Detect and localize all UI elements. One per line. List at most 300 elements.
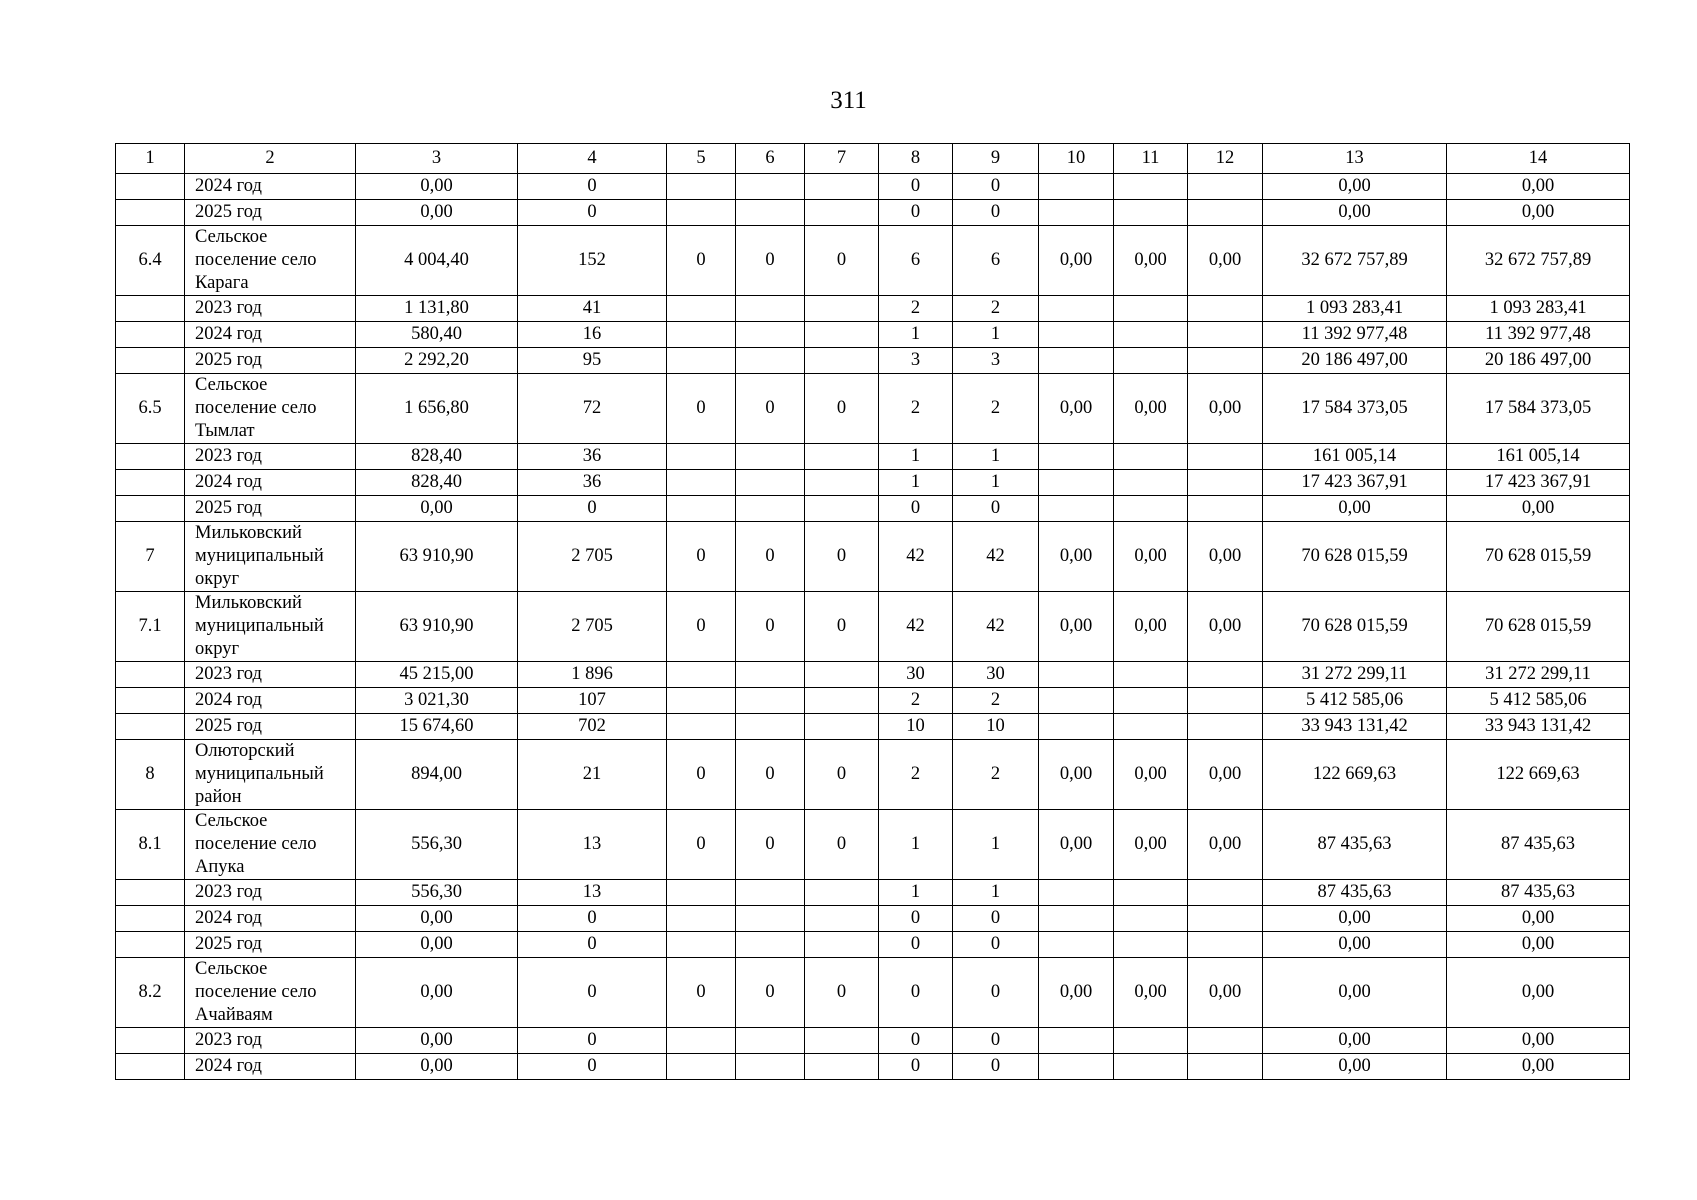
table-cell [1188, 444, 1263, 470]
table-cell: 0 [879, 496, 953, 522]
table-cell: 0 [736, 740, 805, 810]
table-cell [736, 880, 805, 906]
column-header-4: 4 [518, 144, 667, 174]
column-header-5: 5 [667, 144, 736, 174]
table-cell [667, 496, 736, 522]
table-cell [667, 200, 736, 226]
table-cell: 0 [518, 906, 667, 932]
table-cell: 0,00 [1188, 374, 1263, 444]
table-cell [736, 200, 805, 226]
table-row [116, 1028, 1630, 1054]
row-name-cell: Мильковский муниципальный округ [185, 522, 356, 592]
table-row [116, 592, 1630, 662]
table-cell [1114, 444, 1188, 470]
table-cell: 0 [805, 226, 879, 296]
table-cell [667, 174, 736, 200]
table-cell: 0,00 [1114, 374, 1188, 444]
row-name-cell: 2025 год [185, 714, 356, 740]
row-name-cell: 2024 год [185, 322, 356, 348]
table-cell [805, 1028, 879, 1054]
table-cell: 0,00 [1114, 522, 1188, 592]
table-cell [1039, 932, 1114, 958]
table-cell: 30 [879, 662, 953, 688]
table-cell: 1 131,80 [356, 296, 518, 322]
table-cell: 556,30 [356, 810, 518, 880]
table-cell: 0 [518, 496, 667, 522]
table-cell: 8.1 [116, 810, 185, 880]
table-cell: 4 004,40 [356, 226, 518, 296]
table-cell: 122 669,63 [1263, 740, 1447, 810]
table-cell [667, 1054, 736, 1080]
table-cell [736, 348, 805, 374]
table-cell: 13 [518, 880, 667, 906]
table-cell: 161 005,14 [1263, 444, 1447, 470]
table-cell: 0 [879, 932, 953, 958]
table-cell: 0,00 [1039, 810, 1114, 880]
table-cell: 0,00 [356, 932, 518, 958]
table-cell: 2 [953, 688, 1039, 714]
table-cell: 0,00 [1114, 226, 1188, 296]
table-row [116, 200, 1630, 226]
table-cell: 0,00 [1447, 174, 1630, 200]
table-cell [1188, 662, 1263, 688]
table-row [116, 522, 1630, 592]
table-cell: 11 392 977,48 [1447, 322, 1630, 348]
table-cell [116, 444, 185, 470]
table-cell [1188, 1054, 1263, 1080]
table-cell: 17 584 373,05 [1263, 374, 1447, 444]
table-cell: 0,00 [1114, 810, 1188, 880]
table-cell: 87 435,63 [1263, 880, 1447, 906]
table-cell [116, 200, 185, 226]
table-cell: 0,00 [1039, 740, 1114, 810]
table-cell [736, 174, 805, 200]
table-cell: 0,00 [1263, 1054, 1447, 1080]
table-cell: 0 [879, 958, 953, 1028]
table-cell: 0 [667, 226, 736, 296]
table-cell: 16 [518, 322, 667, 348]
table-cell: 0,00 [1263, 932, 1447, 958]
table-cell: 17 584 373,05 [1447, 374, 1630, 444]
table-cell [1039, 322, 1114, 348]
table-cell: 32 672 757,89 [1447, 226, 1630, 296]
row-name-cell: Олюторский муниципальный район [185, 740, 356, 810]
table-cell: 0 [953, 1054, 1039, 1080]
table-cell: 0 [667, 592, 736, 662]
column-header-14: 14 [1447, 144, 1630, 174]
table-cell: 0,00 [1263, 174, 1447, 200]
table-cell: 0 [518, 174, 667, 200]
table-cell [805, 880, 879, 906]
table-cell: 702 [518, 714, 667, 740]
table-cell [116, 932, 185, 958]
table-cell: 0 [518, 200, 667, 226]
table-cell: 42 [879, 592, 953, 662]
table-cell: 2 [879, 740, 953, 810]
row-name-cell: Мильковский муниципальный округ [185, 592, 356, 662]
table-cell: 11 392 977,48 [1263, 322, 1447, 348]
column-header-9: 9 [953, 144, 1039, 174]
table-cell: 0 [736, 226, 805, 296]
table-cell [116, 322, 185, 348]
row-name-cell: 2023 год [185, 880, 356, 906]
table-cell: 0,00 [1188, 958, 1263, 1028]
table-cell [1039, 444, 1114, 470]
table-cell: 87 435,63 [1263, 810, 1447, 880]
table-cell [1114, 880, 1188, 906]
table-cell: 0,00 [1447, 1028, 1630, 1054]
row-name-cell: 2024 год [185, 688, 356, 714]
table-cell [805, 662, 879, 688]
row-name-cell: Сельское поселение село Апука [185, 810, 356, 880]
table-row [116, 322, 1630, 348]
column-header-8: 8 [879, 144, 953, 174]
table-cell [1188, 1028, 1263, 1054]
table-cell [667, 296, 736, 322]
table-row [116, 348, 1630, 374]
table-cell: 0,00 [1263, 906, 1447, 932]
table-cell [1188, 348, 1263, 374]
table-cell [667, 662, 736, 688]
table-cell: 0 [667, 740, 736, 810]
table-cell [1114, 322, 1188, 348]
table-cell: 17 423 367,91 [1447, 470, 1630, 496]
table-cell: 0 [805, 810, 879, 880]
table-cell: 6 [879, 226, 953, 296]
table-cell: 0 [953, 200, 1039, 226]
table-cell: 0 [667, 958, 736, 1028]
table-cell [805, 200, 879, 226]
table-cell: 0,00 [1263, 200, 1447, 226]
table-cell [736, 906, 805, 932]
table-cell: 3 [879, 348, 953, 374]
table-cell: 5 412 585,06 [1447, 688, 1630, 714]
table-row [116, 740, 1630, 810]
header-row [116, 144, 1630, 174]
table-cell: 0 [953, 1028, 1039, 1054]
table-cell [667, 932, 736, 958]
table-cell: 0 [736, 374, 805, 444]
row-name-cell: 2023 год [185, 662, 356, 688]
table-row [116, 906, 1630, 932]
row-name-cell: Сельское поселение село Тымлат [185, 374, 356, 444]
table-cell: 1 [879, 880, 953, 906]
table-cell: 2 [879, 688, 953, 714]
table-cell: 20 186 497,00 [1263, 348, 1447, 374]
table-cell: 2 [953, 740, 1039, 810]
table-cell: 42 [953, 592, 1039, 662]
table-cell [116, 348, 185, 374]
table-cell [1114, 200, 1188, 226]
table-cell: 1 [879, 444, 953, 470]
table-cell: 107 [518, 688, 667, 714]
table-cell: 95 [518, 348, 667, 374]
table-cell [1039, 296, 1114, 322]
column-header-10: 10 [1039, 144, 1114, 174]
table-cell: 161 005,14 [1447, 444, 1630, 470]
table-cell: 0,00 [1447, 1054, 1630, 1080]
table-cell: 42 [953, 522, 1039, 592]
table-cell [667, 1028, 736, 1054]
table-cell: 0,00 [1188, 522, 1263, 592]
table-cell [805, 496, 879, 522]
table-cell: 0 [953, 906, 1039, 932]
table-cell [1039, 470, 1114, 496]
table-row [116, 174, 1630, 200]
table-cell: 2 705 [518, 522, 667, 592]
column-header-3: 3 [356, 144, 518, 174]
table-cell: 32 672 757,89 [1263, 226, 1447, 296]
table-cell [116, 470, 185, 496]
table-cell: 0,00 [356, 200, 518, 226]
table-cell: 70 628 015,59 [1447, 522, 1630, 592]
table-cell [1114, 906, 1188, 932]
table-row [116, 470, 1630, 496]
table-row [116, 374, 1630, 444]
table-cell [1188, 496, 1263, 522]
table-cell: 41 [518, 296, 667, 322]
table-row [116, 688, 1630, 714]
table-cell: 1 [879, 322, 953, 348]
table-cell [1188, 688, 1263, 714]
table-cell [736, 1054, 805, 1080]
table-cell [805, 714, 879, 740]
table-cell: 1 093 283,41 [1447, 296, 1630, 322]
table-row [116, 1054, 1630, 1080]
table-cell [736, 932, 805, 958]
table-cell [1114, 662, 1188, 688]
table-row [116, 880, 1630, 906]
page-number: 311 [830, 87, 867, 114]
table-cell: 556,30 [356, 880, 518, 906]
table-cell: 0,00 [356, 496, 518, 522]
table-cell [667, 470, 736, 496]
table-cell [805, 174, 879, 200]
table-cell: 1 656,80 [356, 374, 518, 444]
table-cell: 70 628 015,59 [1263, 592, 1447, 662]
table-cell: 0,00 [1263, 496, 1447, 522]
table-cell [1188, 932, 1263, 958]
table-cell: 0 [518, 932, 667, 958]
table-cell [667, 322, 736, 348]
table-cell: 122 669,63 [1447, 740, 1630, 810]
table-cell [1114, 296, 1188, 322]
table-cell: 0 [879, 1028, 953, 1054]
table-cell: 0,00 [1188, 226, 1263, 296]
table-cell [116, 1054, 185, 1080]
table-cell: 0 [667, 810, 736, 880]
table-cell: 580,40 [356, 322, 518, 348]
table-cell: 13 [518, 810, 667, 880]
table-cell [736, 662, 805, 688]
table-cell [1039, 880, 1114, 906]
table-cell: 0 [667, 374, 736, 444]
table-cell [1114, 688, 1188, 714]
table-cell: 33 943 131,42 [1447, 714, 1630, 740]
table-cell: 31 272 299,11 [1447, 662, 1630, 688]
table-row [116, 296, 1630, 322]
table-cell [1039, 662, 1114, 688]
table-cell: 0,00 [1447, 932, 1630, 958]
table-cell [1039, 1054, 1114, 1080]
table-cell: 2 [879, 374, 953, 444]
table-cell [667, 906, 736, 932]
table-cell [805, 444, 879, 470]
table-cell [667, 688, 736, 714]
table-cell: 20 186 497,00 [1447, 348, 1630, 374]
table-cell [1188, 714, 1263, 740]
table-cell: 6.4 [116, 226, 185, 296]
row-name-cell: 2024 год [185, 906, 356, 932]
table-cell [805, 348, 879, 374]
table-cell [1188, 906, 1263, 932]
table-cell [1114, 470, 1188, 496]
table-cell: 0 [953, 496, 1039, 522]
table-cell [1114, 1028, 1188, 1054]
table-cell: 5 412 585,06 [1263, 688, 1447, 714]
table-cell: 0 [805, 740, 879, 810]
table-cell: 2 [953, 374, 1039, 444]
table-cell [667, 714, 736, 740]
table-cell [1188, 296, 1263, 322]
table-row [116, 714, 1630, 740]
table-cell: 0 [879, 1054, 953, 1080]
table-cell [116, 906, 185, 932]
table-cell [1114, 1054, 1188, 1080]
table-cell: 0,00 [1114, 958, 1188, 1028]
table-cell: 2 292,20 [356, 348, 518, 374]
table-cell: 0,00 [1447, 496, 1630, 522]
table-cell: 1 [953, 880, 1039, 906]
table-cell: 0,00 [1188, 740, 1263, 810]
table-cell [805, 322, 879, 348]
table-cell: 0 [736, 592, 805, 662]
table-cell [116, 688, 185, 714]
table-cell: 894,00 [356, 740, 518, 810]
table-cell: 1 [953, 810, 1039, 880]
table-cell: 0,00 [356, 174, 518, 200]
table-cell: 0,00 [1039, 522, 1114, 592]
table-cell: 0 [879, 174, 953, 200]
table-cell: 2 705 [518, 592, 667, 662]
table-cell [116, 1028, 185, 1054]
table-cell: 0,00 [1039, 592, 1114, 662]
table-cell [1039, 200, 1114, 226]
column-header-12: 12 [1188, 144, 1263, 174]
table-cell [805, 906, 879, 932]
table-cell [736, 688, 805, 714]
table-cell [1114, 496, 1188, 522]
table-cell [1188, 174, 1263, 200]
row-name-cell: 2025 год [185, 932, 356, 958]
table-cell: 21 [518, 740, 667, 810]
table-cell [805, 688, 879, 714]
table-cell [805, 296, 879, 322]
table-cell: 6 [953, 226, 1039, 296]
table-row [116, 662, 1630, 688]
table-cell [116, 662, 185, 688]
table-cell: 2 [953, 296, 1039, 322]
table-cell: 63 910,90 [356, 592, 518, 662]
table-cell: 1 [879, 810, 953, 880]
table-cell: 36 [518, 444, 667, 470]
row-name-cell: 2025 год [185, 496, 356, 522]
table-cell: 0,00 [1114, 592, 1188, 662]
table-cell: 87 435,63 [1447, 880, 1630, 906]
table-cell [1039, 906, 1114, 932]
table-cell [667, 348, 736, 374]
table-cell: 7.1 [116, 592, 185, 662]
table-row [116, 958, 1630, 1028]
table-cell: 31 272 299,11 [1263, 662, 1447, 688]
table-cell: 10 [879, 714, 953, 740]
table-cell [736, 296, 805, 322]
column-header-7: 7 [805, 144, 879, 174]
table-cell [1114, 348, 1188, 374]
table-cell [1188, 470, 1263, 496]
table-cell: 0,00 [1188, 810, 1263, 880]
table-cell: 3 021,30 [356, 688, 518, 714]
table-cell [667, 880, 736, 906]
table-cell: 70 628 015,59 [1263, 522, 1447, 592]
row-name-cell: Сельское поселение село Карага [185, 226, 356, 296]
table-cell: 1 896 [518, 662, 667, 688]
table-cell: 0,00 [356, 1054, 518, 1080]
table-row [116, 496, 1630, 522]
table-cell: 0 [953, 932, 1039, 958]
table-cell: 0 [518, 958, 667, 1028]
table-cell: 0,00 [1039, 958, 1114, 1028]
table-cell: 87 435,63 [1447, 810, 1630, 880]
table-cell: 0 [667, 522, 736, 592]
column-header-1: 1 [116, 144, 185, 174]
row-name-cell: 2023 год [185, 444, 356, 470]
table-cell [667, 444, 736, 470]
table-cell: 0,00 [1263, 1028, 1447, 1054]
data-table [115, 143, 1630, 1080]
table-cell: 15 674,60 [356, 714, 518, 740]
table-cell [805, 932, 879, 958]
table-cell: 1 [953, 470, 1039, 496]
table-cell: 0 [953, 958, 1039, 1028]
table-cell [1114, 174, 1188, 200]
table-cell: 0,00 [1447, 906, 1630, 932]
table-cell [116, 296, 185, 322]
table-row [116, 932, 1630, 958]
table-cell [736, 1028, 805, 1054]
table-cell [1039, 714, 1114, 740]
table-cell: 0 [879, 906, 953, 932]
table-cell: 0,00 [1188, 592, 1263, 662]
table-cell: 1 093 283,41 [1263, 296, 1447, 322]
table-cell [1188, 322, 1263, 348]
table-cell [116, 496, 185, 522]
table-cell [1188, 200, 1263, 226]
table-cell: 6.5 [116, 374, 185, 444]
row-name-cell: 2023 год [185, 296, 356, 322]
table-cell: 0,00 [1263, 958, 1447, 1028]
table-cell [1039, 496, 1114, 522]
table-row [116, 226, 1630, 296]
row-name-cell: Сельское поселение село Ачайваям [185, 958, 356, 1028]
table-cell: 0,00 [1447, 958, 1630, 1028]
table-cell: 1 [953, 322, 1039, 348]
table-cell: 0 [805, 374, 879, 444]
row-name-cell: 2024 год [185, 174, 356, 200]
row-name-cell: 2024 год [185, 470, 356, 496]
table-cell: 0,00 [1039, 226, 1114, 296]
table-cell [805, 470, 879, 496]
